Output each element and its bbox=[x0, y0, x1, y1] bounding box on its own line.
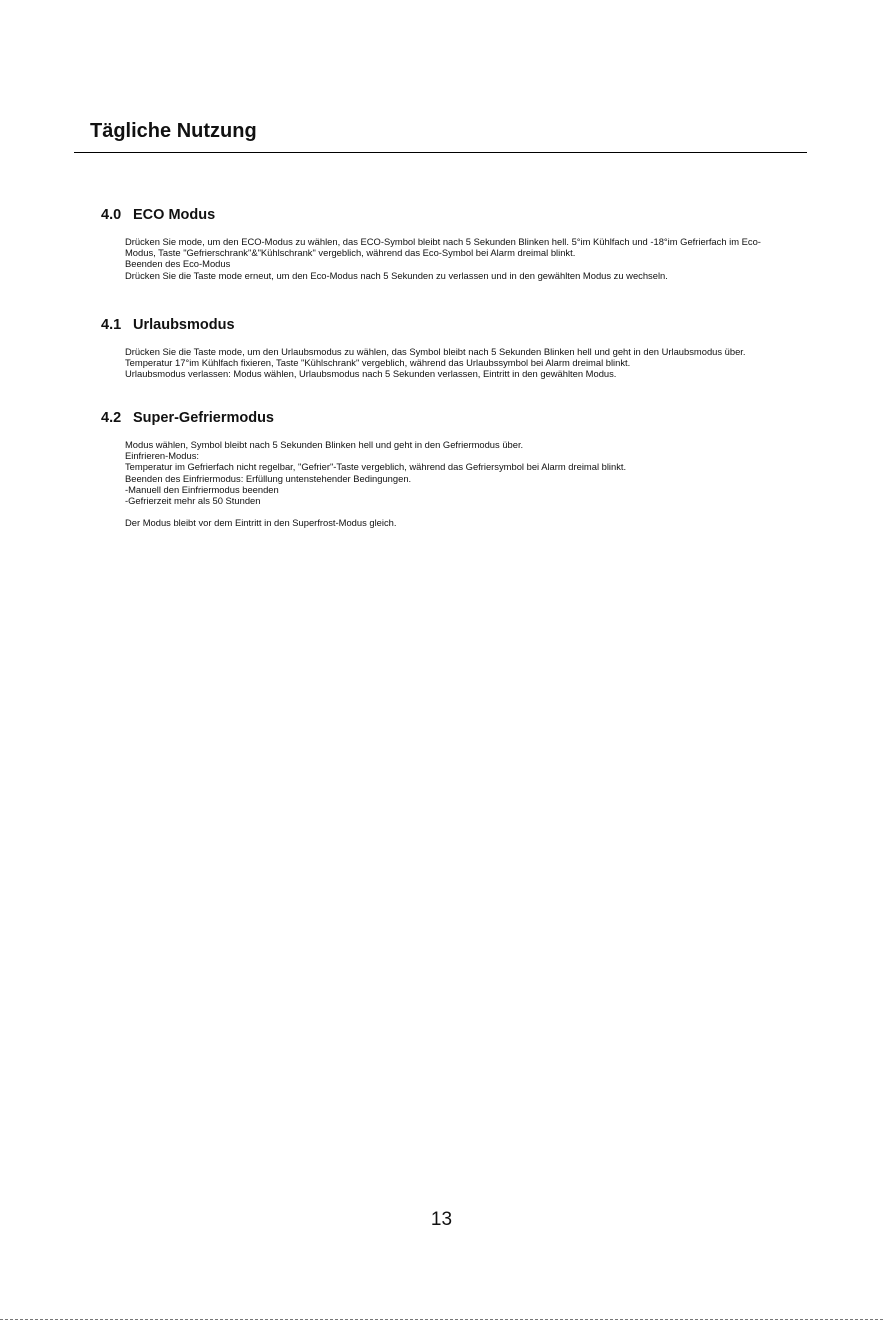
section-title: Urlaubsmodus bbox=[133, 317, 235, 333]
paragraph: Modus wählen, Symbol bleibt nach 5 Sekunden Blinken hell und geht in den Gefriermodus über. bbox=[125, 439, 524, 450]
section-heading bbox=[101, 316, 761, 334]
section-urlaubsmodus bbox=[101, 316, 761, 380]
section-number: 4.0 bbox=[101, 207, 122, 223]
section-title: ECO Modus bbox=[133, 207, 216, 223]
paragraph: Drücken Sie mode, um den ECO-Modus zu wählen, das ECO-Symbol bleibt nach 5 Sekunden Blinken hell. 5°im Kühlfach und -18°im Gefrierfach im Eco-Modus, Taste "Gefrierschrank"&"Kühlschrank" vergeblich, während das Eco-Symbol bei Alarm dreimal blinkt. bbox=[125, 236, 761, 259]
note-paragraph: Der Modus bleibt vor dem Eintritt in den Superfrost-Modus gleich. bbox=[125, 517, 397, 529]
section-title: Super-Gefriermodus bbox=[133, 410, 274, 426]
section-number: 4.2 bbox=[101, 410, 122, 426]
section-heading bbox=[101, 206, 761, 224]
paragraph: Einfrieren-Modus: bbox=[125, 450, 199, 462]
section-body bbox=[101, 236, 761, 281]
page-title: Tägliche Nutzung bbox=[90, 120, 257, 142]
section-super-gefriermodus bbox=[101, 409, 761, 528]
title-divider bbox=[74, 152, 807, 153]
paragraph: Temperatur im Gefrierfach nicht regelbar, "Gefrier"-Taste vergeblich, während das Gefriersymbol bei Alarm dreimal blinkt. bbox=[125, 461, 627, 473]
paragraph: Beenden des Einfriermodus: Erfüllung untenstehender Bedingungen. bbox=[125, 472, 412, 484]
paragraph: Beenden des Eco-Modus bbox=[125, 258, 231, 270]
paragraph: Temperatur 17°im Kühlfach fixieren, Taste "Kühlschrank" vergeblich, während das Urlaubssymbol bei Alarm dreimal blinkt. bbox=[125, 357, 631, 369]
section-heading bbox=[101, 409, 761, 427]
section-body bbox=[101, 346, 761, 380]
section-body bbox=[101, 439, 761, 528]
paragraph: Drücken Sie die Taste mode erneut, um den Eco-Modus nach 5 Sekunden zu verlassen und in den gewählten Modus zu wechseln. bbox=[125, 269, 668, 281]
list-item: -Manuell den Einfriermodus beenden bbox=[125, 483, 279, 495]
section-eco-modus bbox=[101, 206, 761, 281]
paragraph: Urlaubsmodus verlassen: Modus wählen, Urlaubsmodus nach 5 Sekunden verlassen, Eintritt in den gewählten Modus. bbox=[125, 368, 617, 380]
page-bottom-border bbox=[0, 1319, 883, 1320]
page-number: 13 bbox=[430, 1209, 453, 1230]
list-item: -Gefrierzeit mehr als 50 Stunden bbox=[125, 495, 261, 507]
section-number: 4.1 bbox=[101, 317, 122, 333]
paragraph: Drücken Sie die Taste mode, um den Urlaubsmodus zu wählen, das Symbol bleibt nach 5 Sekunden Blinken hell und geht in den Urlaubsmodus über. bbox=[125, 346, 746, 357]
